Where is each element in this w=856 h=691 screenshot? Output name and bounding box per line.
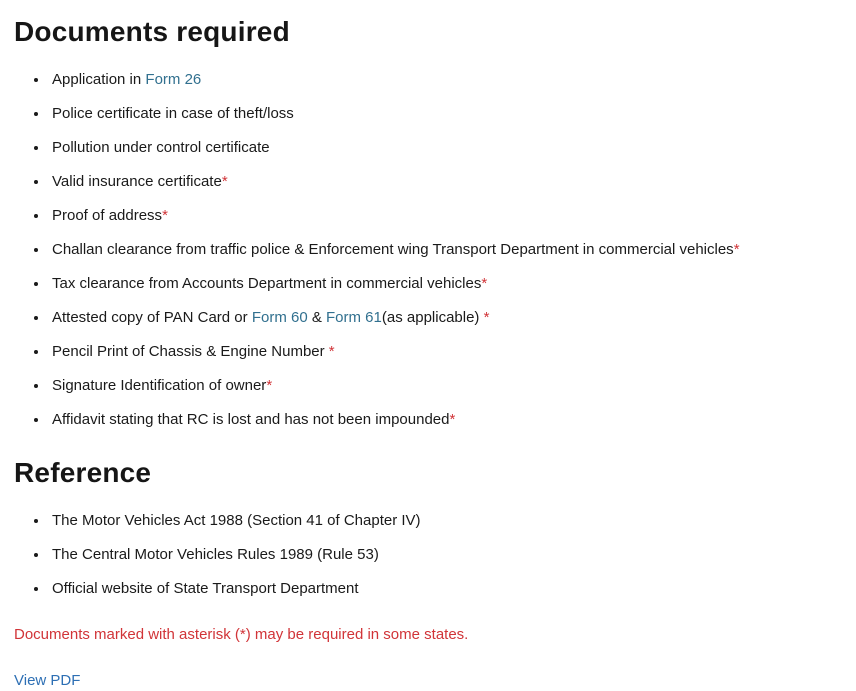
documents-required-heading: Documents required [14,16,290,47]
required-asterisk: * [328,343,335,360]
item-text: Police certificate in case of theft/loss [52,105,294,122]
list-item [49,376,842,395]
list-item [49,511,842,530]
item-text: Affidavit stating that RC is lost and has not been impounded [52,411,450,428]
item-text: Tax clearance from Accounts Department in commercial vehicles [52,275,482,292]
item-text: Pencil Print of Chassis & Engine Number [52,343,329,360]
item-text: Valid insurance certificate [52,173,222,190]
item-text: (as applicable) [381,309,484,326]
item-text: Official website of State Transport Department [52,580,359,597]
asterisk-note: Documents marked with asterisk (*) may be required in some states. [14,626,469,643]
required-asterisk: * [483,309,490,326]
required-asterisk: * [449,411,456,428]
required-asterisk: * [481,275,488,292]
required-asterisk: * [221,173,228,190]
item-text: Proof of address [52,207,163,224]
item-text: Attested copy of PAN Card or [52,309,252,326]
list-item [49,172,842,191]
item-text: Challan clearance from traffic police & Enforcement wing Transport Department in commercial vehicles [52,241,734,258]
item-text: The Central Motor Vehicles Rules 1989 (Rule 53) [52,546,379,563]
list-item [49,138,842,157]
reference-list [14,511,842,598]
list-item [49,104,842,123]
item-text: Pollution under control certificate [52,139,270,156]
form-60-link[interactable]: Form 60 [251,309,308,326]
item-text: & [307,309,327,326]
item-text: The Motor Vehicles Act 1988 (Section 41 of Chapter IV) [52,512,421,529]
list-item [49,579,842,598]
list-item [49,308,842,327]
list-item [49,240,842,259]
documents-list [14,70,842,429]
reference-heading: Reference [14,457,152,488]
required-asterisk: * [266,377,273,394]
form-61-link[interactable]: Form 61 [326,309,382,326]
list-item [49,410,842,429]
required-asterisk: * [162,207,168,224]
list-item [49,206,842,225]
list-item [49,274,842,293]
list-item [49,545,842,564]
view-pdf-link[interactable]: View PDF [14,672,81,689]
list-item [49,342,842,361]
list-item [49,70,842,89]
form-26-link[interactable]: Form 26 [145,71,202,88]
item-text: Application in [52,71,146,88]
item-text: Signature Identification of owner [52,377,267,394]
required-asterisk: * [733,241,740,258]
